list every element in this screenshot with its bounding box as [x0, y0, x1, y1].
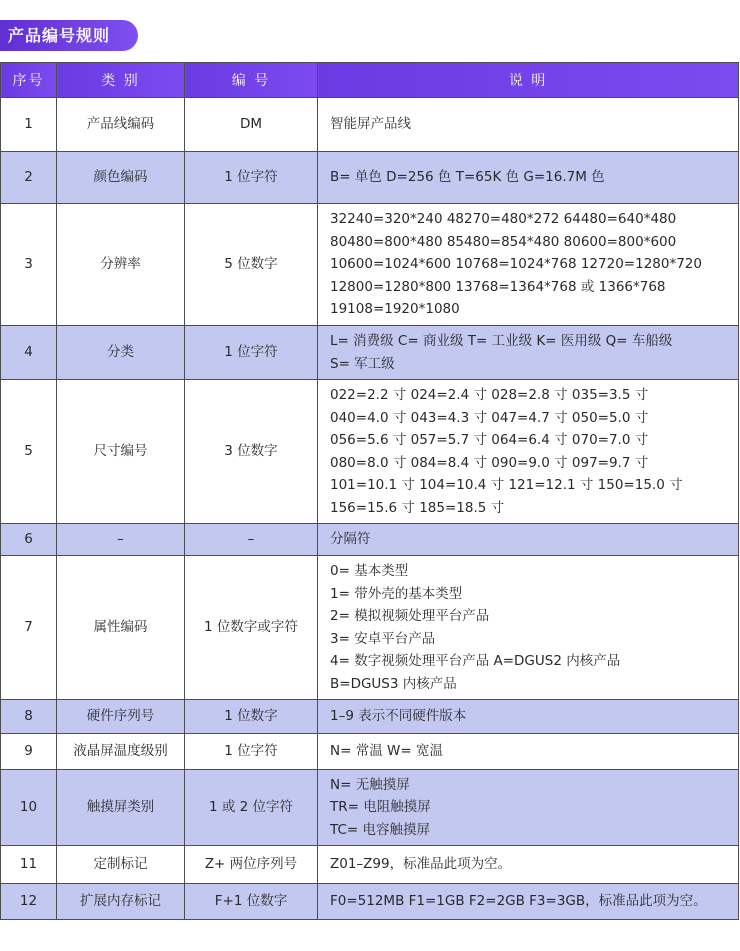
- table-row: [1, 524, 739, 556]
- row-no: 9: [1, 734, 57, 770]
- table-row: [1, 884, 739, 920]
- row-category: 尺寸编号: [57, 380, 185, 524]
- row-category: –: [57, 524, 185, 556]
- row-no: 8: [1, 700, 57, 734]
- row-category: 颜色编码: [57, 152, 185, 204]
- row-description: [318, 734, 739, 770]
- desc-line: 0= 基本类型: [330, 563, 409, 579]
- product-code-table: [0, 62, 739, 920]
- table-row: [1, 700, 739, 734]
- row-code: Z+ 两位序列号: [185, 846, 318, 884]
- desc-line: TR= 电阻触摸屏: [330, 799, 431, 816]
- row-description: [318, 770, 739, 846]
- table-row: [1, 556, 739, 700]
- desc-line: F0=512MB F1=1GB F2=2GB F3=3GB，标准品此项为空。: [330, 893, 707, 910]
- row-code: 1 位字符: [185, 326, 318, 380]
- row-code: 1 位字符: [185, 152, 318, 204]
- row-no: 6: [1, 524, 57, 556]
- row-no: 12: [1, 884, 57, 920]
- desc-line: 智能屏产品线: [330, 116, 411, 133]
- row-description: [318, 204, 739, 326]
- section-title: 产品编号规则: [0, 20, 138, 51]
- desc-line: 12800=1280*800 13768=1364*768 或 1366*768: [330, 278, 666, 295]
- row-description: [318, 846, 739, 884]
- table-row: [1, 326, 739, 380]
- desc-line: B= 单色 D=256 色 T=65K 色 G=16.7M 色: [330, 169, 605, 186]
- desc-line: 080=8.0 寸 084=8.4 寸 090=9.0 寸 097=9.7 寸: [330, 454, 649, 471]
- desc-line: TC= 电容触摸屏: [330, 821, 430, 838]
- desc-line: 2= 模拟视频处理平台产品: [330, 608, 490, 624]
- desc-line: 1–9 表示不同硬件版本: [330, 708, 467, 725]
- row-category: 扩展内存标记: [57, 884, 185, 920]
- row-no: 10: [1, 770, 57, 846]
- row-category: 产品线编码: [57, 98, 185, 152]
- row-category: 定制标记: [57, 846, 185, 884]
- desc-line: Z01–Z99，标准品此项为空。: [330, 856, 512, 873]
- header-description: 说 明: [318, 63, 739, 98]
- row-code: –: [185, 524, 318, 556]
- row-category: 分辨率: [57, 204, 185, 326]
- desc-line: 32240=320*240 48270=480*272 64480=640*480: [330, 211, 677, 228]
- desc-line: 4= 数字视频处理平台产品 A=DGUS2 内核产品: [330, 653, 621, 669]
- row-code: 1 位数字: [185, 700, 318, 734]
- row-description: [318, 380, 739, 524]
- desc-line: S= 军工级: [330, 355, 395, 372]
- table-row: [1, 846, 739, 884]
- table-row: [1, 380, 739, 524]
- row-code: 1 位数字或字符: [185, 556, 318, 700]
- row-description: [318, 98, 739, 152]
- row-category: 液晶屏温度级别: [57, 734, 185, 770]
- row-no: 7: [1, 556, 57, 700]
- row-description: [318, 700, 739, 734]
- table-row: [1, 98, 739, 152]
- desc-line: 101=10.1 寸 104=10.4 寸 121=12.1 寸 150=15.0 寸: [330, 477, 683, 493]
- row-category: 分类: [57, 326, 185, 380]
- row-code: DM: [185, 98, 318, 152]
- row-no: 3: [1, 204, 57, 326]
- table-row: [1, 770, 739, 846]
- desc-line: B=DGUS3 内核产品: [330, 675, 457, 692]
- row-description: [318, 326, 739, 380]
- row-description: [318, 524, 739, 556]
- row-description: [318, 152, 739, 204]
- row-no: 11: [1, 846, 57, 884]
- row-code: F+1 位数字: [185, 884, 318, 920]
- row-category: 硬件序列号: [57, 700, 185, 734]
- header-code: 编 号: [185, 63, 318, 98]
- header-category: 类 别: [57, 63, 185, 98]
- desc-line: 分隔符: [330, 531, 371, 548]
- row-code: 1 或 2 位字符: [185, 770, 318, 846]
- row-category: 触摸屏类别: [57, 770, 185, 846]
- table-row: [1, 204, 739, 326]
- row-code: 1 位字符: [185, 734, 318, 770]
- row-category: 属性编码: [57, 556, 185, 700]
- header-no: 序号: [1, 63, 57, 98]
- desc-line: L= 消费级 C= 商业级 T= 工业级 K= 医用级 Q= 车船级: [330, 333, 673, 349]
- row-no: 2: [1, 152, 57, 204]
- row-no: 4: [1, 326, 57, 380]
- row-code: 5 位数字: [185, 204, 318, 326]
- desc-line: 3= 安卓平台产品: [330, 630, 436, 647]
- desc-line: N= 常温 W= 宽温: [330, 743, 443, 760]
- table-row: [1, 734, 739, 770]
- desc-line: 80480=800*480 85480=854*480 80600=800*600: [330, 233, 677, 250]
- desc-line: N= 无触摸屏: [330, 776, 410, 793]
- row-description: [318, 884, 739, 920]
- desc-line: 10600=1024*600 10768=1024*768 12720=1280*720: [330, 256, 702, 273]
- row-description: [318, 556, 739, 700]
- desc-line: 156=15.6 寸 185=18.5 寸: [330, 499, 505, 516]
- desc-line: 056=5.6 寸 057=5.7 寸 064=6.4 寸 070=7.0 寸: [330, 432, 649, 448]
- desc-line: 022=2.2 寸 024=2.4 寸 028=2.8 寸 035=3.5 寸: [330, 387, 649, 403]
- desc-line: 040=4.0 寸 043=4.3 寸 047=4.7 寸 050=5.0 寸: [330, 409, 649, 426]
- row-code: 3 位数字: [185, 380, 318, 524]
- table-row: [1, 152, 739, 204]
- desc-line: 1= 带外壳的基本类型: [330, 585, 463, 602]
- table-header-row: [1, 63, 739, 98]
- row-no: 5: [1, 380, 57, 524]
- row-no: 1: [1, 98, 57, 152]
- desc-line: 19108=1920*1080: [330, 301, 460, 318]
